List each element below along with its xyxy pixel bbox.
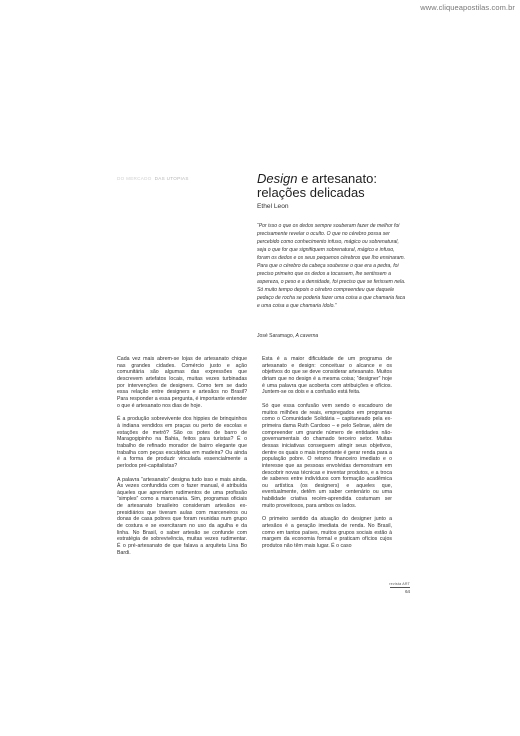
page-number: 64 <box>405 588 410 594</box>
section-part-1: DO MERCADO <box>117 176 152 181</box>
epigraph-source-author: José Saramago, <box>257 333 296 339</box>
title-italic: Design <box>257 171 298 186</box>
article-title <box>257 172 427 199</box>
paragraph: É a produção sobrevivente dos hippies de brinquinhos à indiana vendidos em praças ou perto de escolas e estações de metrô? São os potes de barro de Maragogipinho na Bahia, feitos para turistas? É o trabalho de refinado morador de bairro elegante que trabalha com peças esculpidas em madeira? Ou ainda é a forma de produzir vinculada essencialmente a períodos pré-capitalistas? <box>117 416 247 469</box>
epigraph-source <box>257 332 318 340</box>
magazine-name: revista ART <box>389 582 410 586</box>
page-footer <box>376 582 410 594</box>
epigraph-quote: “Por isso o que os dedos sempre souberam fazer de melhor foi precisamente revelar o oculto. O que no cérebro possa ser percebido como conhecimento infuso, mágico ou sobrenatural, seja o que for que signifiquem sobrenatural, mágico e infuso, foram os dedos e os seus pequenos cérebros que lho ensinaram. Para que o cérebro da cabeça soubesse o que era a pedra, foi preciso primeiro que os dedos a tocassem, lhe sentissem a aspereza, o peso e a densidade, foi preciso que se ferissem nela. Só muito tempo depois o cérebro compreendeu que daquele pedaço de rocha se poderia fazer uma coisa a que chamaria faca e uma coisa a que chamaria ídolo.” <box>257 223 406 310</box>
paragraph: O primeiro sentido da atuação do designer junto a artesãos é a geração imediata de renda. No Brasil, como em tantos países, muitos grupos sociais estão à margem da economia formal e praticam ofícios cujos produtos não têm mais lugar. É o caso <box>262 516 392 550</box>
paragraph: Esta é a maior dificuldade de um programa de artesanato e design: conceituar o alcance e os objetivos do que se deve considerar artesanato. Muitos diriam que no design é a mesma coisa; “designer” hoje é uma palavra que acoberta com atribuições e ofícios. Juntem-se os dois e a confusão está feita. <box>262 356 392 396</box>
section-part-2: DAS UTOPIAS <box>154 176 189 181</box>
body-column-right <box>262 356 392 557</box>
author-name: Ethel Leon <box>257 203 289 210</box>
paragraph: Cada vez mais abrem-se lojas de artesanato chique nas grandes cidades. Comércio justo e ação comunitária são algumas das expressões que descrevem artefatos locais, muitas vezes turbinadas por intervenções de designers. Como tem se dado essa relação entre designers e artesãos no Brasil? Para responder a essa pergunta, é importante entender o que é artesanato nos dias de hoje. <box>117 356 247 409</box>
section-label <box>117 176 189 181</box>
body-column-left <box>117 356 247 563</box>
title-line2: relações delicadas <box>257 184 365 200</box>
paragraph: A palavra “artesanato” designa tudo isso e mais ainda. Às vezes confundida com o fazer manual, é atribuída àqueles que aprendem rudimentos de uma profissão “simples” como a marcenaria. Sim, programas oficiais de artesanato brasileiro consideram artesãos ex-presidiários que tiveram aulas com marceneiros ou donas de casa pobres que foram reunidas num grupo de costura e se exercitaram no uso da agulha e da linha. No Brasil, o saber artesão se confunde com estratégia de sobrevivência, muitas vezes rudimentar. É o pré-artesanato de que falava a arquiteta Lina Bo Bardi. <box>117 476 247 556</box>
paragraph: Só que essa confusão vem sendo o escadouro de muitos milhões de reais, empregados em programas como o Comunidade Solidária – capitaneado pela ex-primeira dama Ruth Cardoso – e pelo Sebrae, além de compreender um grande número de entidades não-governamentais do chamado terceiro setor. Muitas dessas iniciativas conseguem atingir seus objetivos, dentre os quais o mais importante é gerar renda para a população pobre. O retorno financeiro imediato e o interesse que as pessoas envolvidas demonstram em descobrir novas técnicas e inventar produtos, e a troca de saberes entre indivíduos com formação acadêmica ou artística (os designers) e aqueles que, eventualmente, detêm um saber centenário ou uma habilidade criativa recém-aprendida costumam ser muito proveitosos, para ambos os lados. <box>262 402 392 509</box>
epigraph-source-work: A caverna <box>295 333 319 339</box>
site-url[interactable]: www.cliqueapostilas.com.br <box>420 3 515 12</box>
title-rest-line1: e artesanato: <box>297 171 377 186</box>
